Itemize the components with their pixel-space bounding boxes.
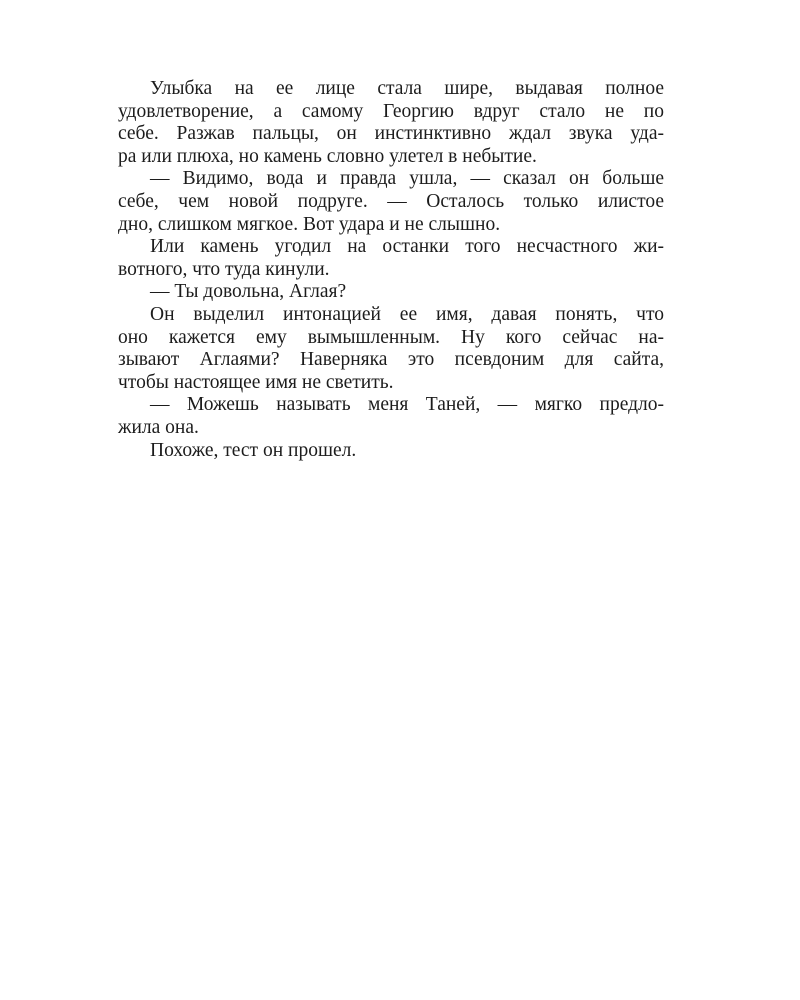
document-page (86, 78, 664, 462)
paragraph-4 (86, 281, 664, 304)
text-line: вотного, что туда кинули. (118, 258, 330, 280)
text-line: — Ты довольна, Аглая? (150, 281, 347, 303)
text-line: чтобы настоящее имя не светить. (118, 371, 394, 393)
text-line: дно, слишком мягкое. Вот удара и не слышно. (118, 213, 501, 235)
text-line: Улыбка на ее лице стала шире, выдавая полное (150, 78, 664, 99)
paragraph-1 (86, 78, 664, 168)
paragraph-6 (86, 394, 664, 439)
paragraph-5 (86, 304, 664, 394)
text-line: удовлетворение, а самому Георгию вдруг стало не по (118, 100, 664, 122)
text-line: Похоже, тест он прошел. (150, 439, 357, 461)
paragraph-7 (86, 440, 664, 463)
text-line: зывают Аглаями? Наверняка это псевдоним для сайта, (118, 349, 664, 371)
text-line: — Можешь называть меня Таней, — мягко предло- (150, 394, 664, 416)
text-line: себе, чем новой подруге. — Осталось только илистое (118, 190, 664, 212)
text-line: Или камень угодил на останки того несчастного жи- (150, 236, 664, 258)
text-line: — Видимо, вода и правда ушла, — сказал он больше (150, 168, 664, 190)
text-line: жила она. (118, 416, 199, 438)
text-line: ра или плюха, но камень словно улетел в небытие. (118, 145, 537, 167)
text-line: Он выделил интонацией ее имя, давая понять, что (150, 303, 664, 325)
text-line: оно кажется ему вымышленным. Ну кого сейчас на- (118, 326, 664, 348)
text-line: себе. Разжав пальцы, он инстинктивно ждал звука уда- (118, 123, 664, 145)
paragraph-2 (86, 168, 664, 236)
paragraph-3 (86, 236, 664, 281)
